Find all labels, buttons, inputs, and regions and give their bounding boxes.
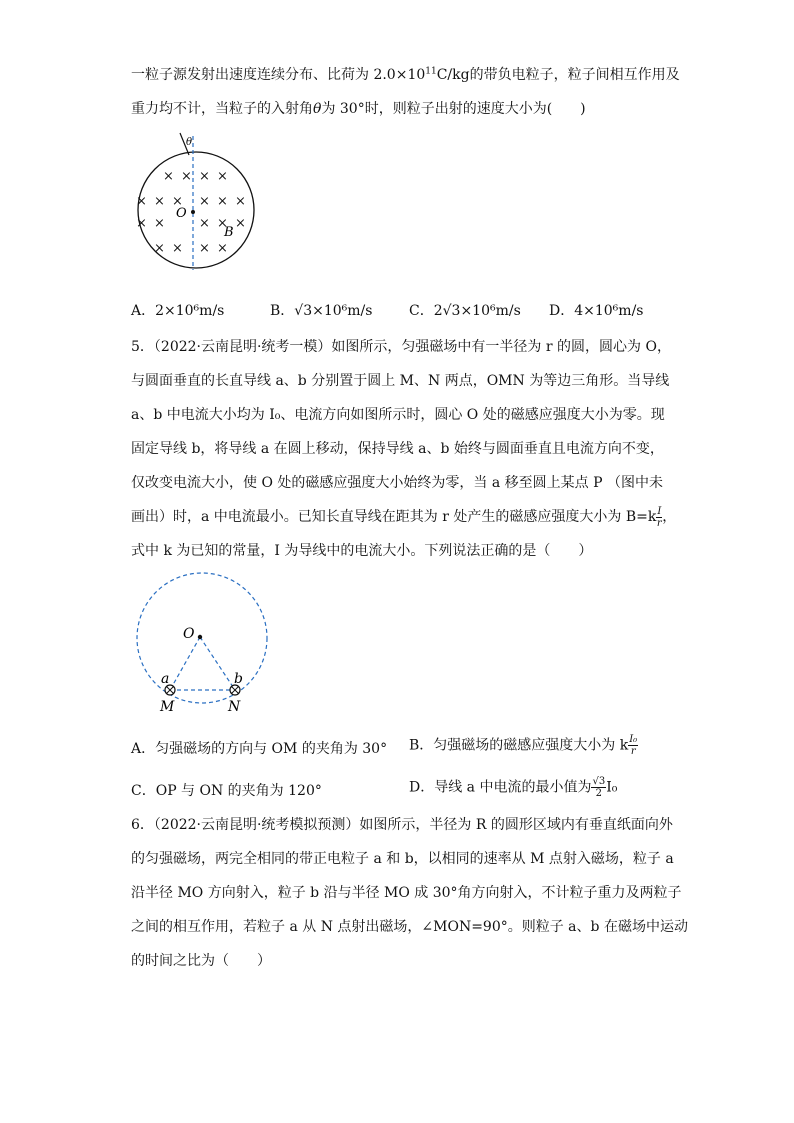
q5-option-a[interactable]: A．匀强磁场的方向与 OM 的夹角为 30° — [131, 741, 388, 757]
svg-text:×: × — [172, 241, 183, 256]
svg-text:×: × — [217, 169, 228, 184]
svg-text:×: × — [154, 194, 165, 209]
q5-fraction-I-over-r: $\frac{I}{r}$ — [656, 505, 662, 529]
q5-line-1: 5．（2022·云南昆明·统考一模）如图所示，匀强磁场中有一半径为 r 的圆，圆心为 O， — [131, 339, 671, 355]
q4-figure — [130, 128, 260, 273]
q5-line-5: 仅改变电流大小，使 O 处的磁感应强度大小始终为零，当 a 移至圆上某点 P （图中未 — [131, 475, 663, 491]
q4-label-B: B — [224, 225, 234, 240]
svg-text:×: × — [163, 169, 174, 184]
q5-figure — [130, 565, 275, 720]
svg-text:×: × — [136, 194, 147, 209]
q4-line-2: 重力均不计，当粒子的入射角θ为 30°时，则粒子出射的速度大小为( ) — [131, 101, 586, 117]
q6-line-4: 之间的相互作用，若粒子 a 从 N 点射出磁场，∠MON=90°。则粒子 a、b 在磁场中运动 — [131, 919, 688, 935]
svg-text:×: × — [181, 169, 192, 184]
svg-text:×: × — [235, 216, 246, 231]
q5-label-O: O — [183, 626, 195, 642]
q5-center-dot — [198, 635, 202, 639]
q5-option-b-fraction: $\frac{\text{I₀}}{r}$ — [629, 734, 638, 757]
q5-option-d-fraction: $\frac{√3}{2}$ — [592, 776, 606, 799]
q5-label-b: b — [234, 671, 243, 687]
q5-option-b[interactable]: B．匀强磁场的磁感应强度大小为 k $\frac{\text{I₀}}{r}$ — [409, 734, 638, 757]
q6-stem — [131, 808, 688, 978]
q5-option-d[interactable]: D．导线 a 中电流的最小值为 $\frac{√3}{2}$ I₀ — [409, 776, 618, 799]
svg-text:×: × — [136, 216, 147, 231]
svg-text:×: × — [172, 194, 183, 209]
svg-text:×: × — [199, 169, 210, 184]
q6-line-1: 6．（2022·云南昆明·统考模拟预测）如图所示，半径为 R 的圆形区域内有垂直纸面向外 — [131, 817, 673, 833]
svg-text:×: × — [217, 194, 228, 209]
q5-option-c[interactable]: C．OP 与 ON 的夹角为 120° — [131, 783, 322, 799]
svg-text:×: × — [199, 241, 210, 256]
svg-text:×: × — [199, 216, 210, 231]
q4-option-a[interactable]: A．2×10⁶m/s — [131, 303, 225, 319]
q5-line-7: 式中 k 为已知的常量，I 为导线中的电流大小。下列说法正确的是（ ） — [131, 543, 593, 559]
q4-field-crosses — [136, 169, 246, 256]
q4-center-dot — [191, 210, 195, 214]
q6-line-3: 沿半径 MO 方向射入，粒子 b 沿与半径 MO 成 30°角方向射入，不计粒子重力及两粒子 — [131, 885, 682, 901]
q4-stem — [131, 58, 680, 126]
q4-option-d[interactable]: D．4×10⁶m/s — [549, 303, 644, 319]
q4-option-b[interactable]: B．√3×10⁶m/s — [270, 303, 373, 319]
q5-stem — [131, 330, 677, 568]
q4-line-1: 一粒子源发射出速度连续分布、比荷为 $2.0\times 10^{11}C/kg$的带负电粒子，粒子间相互作用及 — [131, 66, 680, 83]
q6-line-5: 的时间之比为（ ） — [131, 953, 271, 969]
svg-text:×: × — [235, 194, 246, 209]
q5-line-2: 与圆面垂直的长直导线 a、b 分别置于圆上 M、N 两点，OMN 为等边三角形。当导线 — [131, 373, 670, 389]
svg-text:×: × — [154, 241, 165, 256]
q5-line-6: 画出）时，a 中电流最小。已知长直导线在距其为 r 处产生的磁感应强度大小为 B=k $\frac{I}{r}$ ， — [131, 505, 677, 529]
q5-label-N: N — [228, 699, 241, 715]
q5-label-M: M — [160, 699, 175, 715]
q4-label-O: O — [176, 206, 187, 221]
svg-text:×: × — [217, 241, 228, 256]
q5-label-a: a — [161, 671, 170, 687]
svg-text:×: × — [217, 216, 228, 231]
q5-line-4: 固定导线 b，将导线 a 在圆上移动，保持导线 a、b 始终与圆面垂直且电流方向不变， — [131, 441, 664, 457]
q6-line-2: 的匀强磁场，两完全相同的带正电粒子 a 和 b，以相同的速率从 M 点射入磁场，粒子 a — [131, 851, 674, 867]
q5-line-3: a、b 中电流大小均为 I₀、电流方向如图所示时，圆心 O 处的磁感应强度大小为零。现 — [131, 407, 665, 423]
q4-label-theta: θ — [186, 137, 193, 148]
svg-text:×: × — [199, 194, 210, 209]
q4-option-c[interactable]: C．2√3×10⁶m/s — [409, 303, 521, 319]
svg-text:×: × — [154, 216, 165, 231]
